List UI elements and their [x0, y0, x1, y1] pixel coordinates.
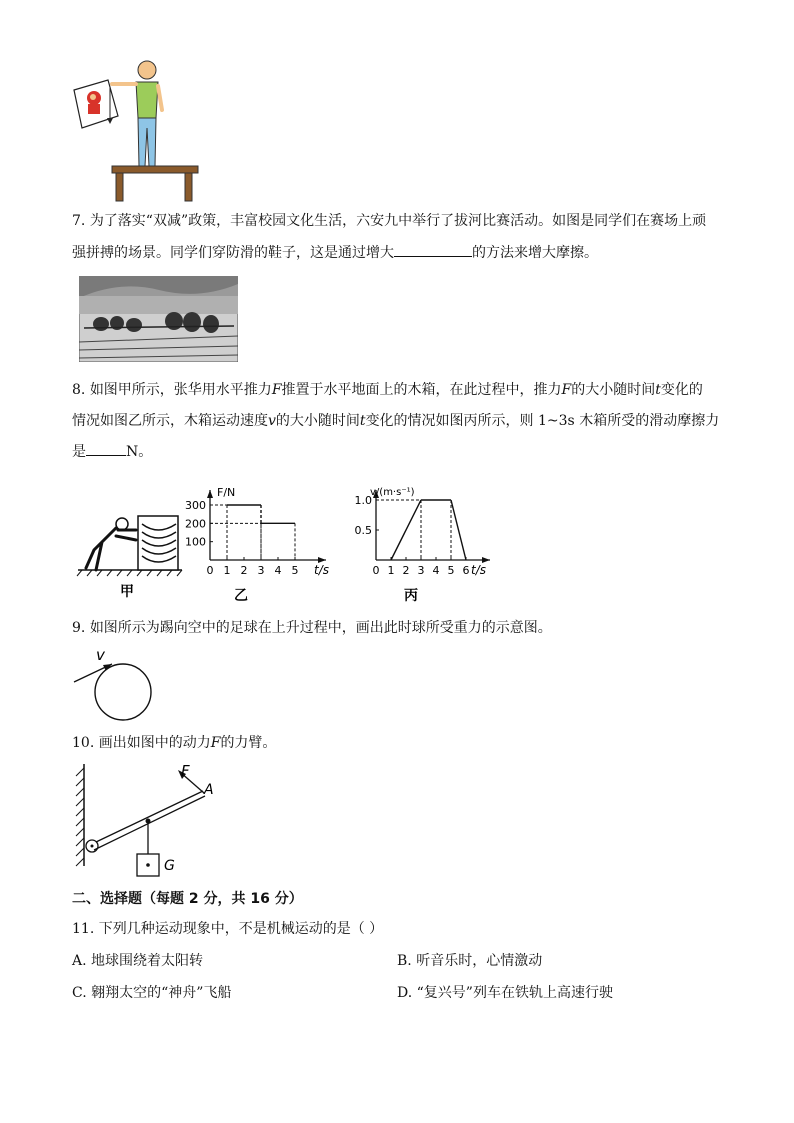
x-tick-label: 2: [240, 564, 248, 577]
x-tick-label: 6: [462, 564, 470, 577]
option-c[interactable]: [72, 983, 231, 1003]
soccer-ball-figure: [70, 640, 160, 726]
poster-person-figure: [72, 58, 202, 204]
q10-symbol-F: F: [210, 735, 221, 751]
x-tick-label: 0: [372, 564, 380, 577]
table-top: [112, 166, 198, 173]
q11-number: 11.: [72, 921, 95, 937]
q8-text: 如图甲所示，张华用水平推力: [89, 382, 272, 398]
q8-text: 的大小随时间: [571, 382, 656, 398]
x-tick-label: 1: [387, 564, 395, 577]
mascot-body: [88, 104, 100, 114]
q10-number: 10.: [72, 735, 95, 751]
y-tick-label: 0.5: [354, 524, 372, 537]
q8-line-2: [72, 411, 732, 431]
q7-line-2: [72, 243, 732, 263]
label-jia: 甲: [120, 584, 134, 600]
q10-line: [72, 733, 732, 753]
label-yi: 乙: [234, 588, 248, 602]
y-tick-label: 200: [185, 517, 206, 531]
q8-symbol-t: t: [359, 413, 366, 429]
q8-text: 变化的情况如图丙所示，则 1~3s 木箱所受的滑动摩擦力: [365, 413, 720, 429]
q9-number: 9.: [72, 620, 86, 636]
q10-text: 画出如图中的动力: [98, 735, 211, 751]
q7-answer-blank[interactable]: [394, 256, 472, 257]
y-tick-label: 100: [185, 535, 206, 549]
table-leg-right: [185, 173, 192, 201]
point-A-label: A: [204, 782, 214, 798]
q9-line: [72, 618, 732, 638]
option-text: 地球围绕着太阳转: [91, 953, 204, 969]
force-time-chart: [184, 482, 334, 602]
option-text: 听音乐时，心情激动: [416, 953, 543, 969]
q7-text-2-post: 的方法来增大摩擦。: [472, 245, 598, 261]
q8-symbol-F: F: [271, 382, 282, 398]
option-a[interactable]: [72, 951, 203, 971]
q9-text: 如图所示为踢向空中的足球在上升过程中，画出此时球所受重力的示意图。: [89, 620, 552, 636]
y-axis-label: v/(m·s⁻¹): [370, 487, 415, 498]
option-b[interactable]: [397, 951, 542, 971]
q8-text: 的大小随时间: [275, 413, 360, 429]
q8-text: 变化的: [660, 382, 703, 398]
x-tick-label: 0: [206, 564, 214, 577]
q8-answer-blank[interactable]: [86, 455, 126, 456]
option-text: “复兴号”列车在铁轨上高速行驶: [416, 985, 613, 1001]
person-jeans: [138, 118, 156, 166]
q7-number: 7.: [72, 213, 86, 229]
option-letter: B.: [397, 953, 412, 969]
data-segment: [391, 500, 421, 560]
x-tick-label: 2: [402, 564, 410, 577]
q7-text-1: 为了落实“双减”政策，丰富校园文化生活，六安九中举行了拔河比赛活动。如图是同学们在赛场上顽: [89, 213, 707, 229]
y-tick-label: 1.0: [354, 494, 372, 507]
weight-label: G: [164, 858, 175, 874]
person-shirt: [136, 82, 158, 118]
x-axis-label: t/s: [471, 563, 486, 577]
y-tick-label: 300: [185, 499, 206, 512]
soccer-ball[interactable]: [95, 664, 151, 720]
q8-symbol-t: t: [655, 382, 661, 398]
q8-text: 是: [72, 444, 86, 460]
force-label: F: [181, 762, 190, 780]
option-letter: C.: [72, 985, 87, 1001]
q7-text-2-pre: 强拼搏的场景。同学们穿防滑的鞋子，这是通过增大: [72, 245, 394, 261]
x-tick-label: 3: [417, 564, 425, 577]
q10-text: 的力臂。: [220, 735, 277, 751]
q11-line: [72, 919, 732, 939]
q8-text: 推置于水平地面上的木箱，在此过程中，推力: [281, 382, 562, 398]
y-axis-label: F/N: [217, 486, 236, 499]
q8-number: 8.: [72, 382, 86, 398]
x-tick-label: 4: [432, 564, 440, 577]
q8-symbol-v: v: [268, 413, 276, 429]
x-axis-label: t/s: [314, 563, 329, 577]
q8-line-1: [72, 380, 732, 400]
q8-symbol-F: F: [561, 382, 572, 398]
x-tick-label: 3: [257, 564, 265, 577]
q11-text: 下列几种运动现象中，不是机械运动的是（ ）: [98, 921, 384, 937]
x-tick-label: 4: [274, 564, 282, 577]
label-bing: 丙: [404, 588, 418, 602]
option-letter: D.: [397, 985, 413, 1001]
q8-text: N。: [126, 444, 153, 460]
velocity-label: v: [96, 646, 105, 664]
velocity-time-chart: [340, 482, 500, 602]
table-leg-left: [116, 173, 123, 201]
x-tick-label: 1: [223, 564, 231, 577]
lever-figure: [70, 758, 230, 882]
option-d[interactable]: [397, 983, 613, 1003]
q8-text: 情况如图乙所示，木箱运动速度: [72, 413, 268, 429]
x-tick-label: 5: [291, 564, 299, 577]
option-letter: A.: [72, 953, 87, 969]
person-head: [138, 61, 156, 79]
tug-of-war-photo: [79, 276, 238, 362]
pushing-box-figure: [72, 510, 184, 600]
q8-line-3: [72, 442, 732, 462]
section-title: 二、选择题（每题 2 分，共 16 分）: [72, 891, 303, 907]
option-text: 翱翔太空的“神舟”飞船: [91, 985, 232, 1001]
q7-line-1: [72, 211, 732, 231]
data-segment: [451, 500, 466, 560]
x-tick-label: 5: [447, 564, 455, 577]
